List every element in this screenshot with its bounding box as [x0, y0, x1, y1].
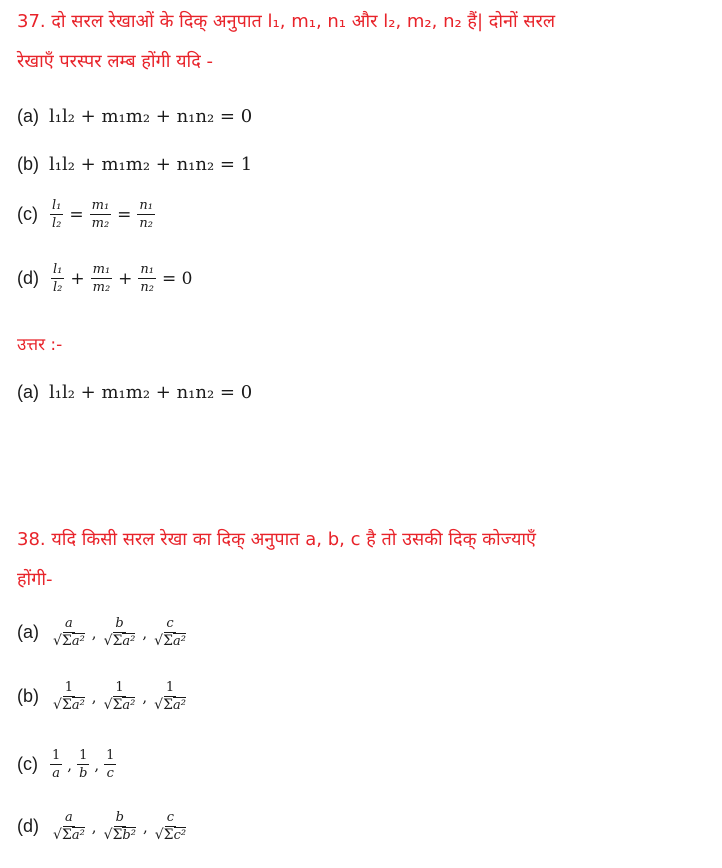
option-label: (c): [17, 204, 38, 224]
fraction-l: $\frac{\text{l₁}}{\text{l₂}}$: [53, 262, 63, 295]
answer-expression: l₁l₂ + m₁m₂ + n₁n₂ = 0: [49, 382, 253, 403]
comma: ,: [91, 687, 97, 706]
comma: ,: [67, 755, 73, 774]
q38-option-d[interactable]: [17, 810, 190, 843]
comma: ,: [142, 817, 148, 836]
q37-option-a[interactable]: [17, 106, 252, 127]
question-38-line-2: होंगी-: [17, 569, 53, 590]
fraction-2: $\frac{b}{\text{√Σa²}}$: [103, 616, 136, 649]
option-label: (b): [17, 154, 39, 174]
answer-label: (a): [17, 382, 39, 402]
fraction-1: $\frac{a}{\text{√Σa²}}$: [53, 810, 85, 843]
comma: ,: [94, 755, 100, 774]
fraction-3: $\frac{1}{c}$: [106, 748, 115, 781]
option-label: (a): [17, 106, 39, 126]
question-37-line-1: 37. दो सरल रेखाओं के दिक् अनुपात l₁, m₁, n₁ और l₂, m₂, n₂ हैं| दोनों सरल: [17, 11, 556, 32]
q37-option-b[interactable]: [17, 154, 252, 175]
question-38-line-1: 38. यदि किसी सरल रेखा का दिक् अनुपात a, b, c है तो उसकी दिक् कोज्याएँ: [17, 529, 537, 550]
fraction-l: $\frac{\text{l₁}}{\text{l₂}}$: [52, 198, 62, 231]
question-37-line-2: रेखाएँ परस्पर लम्ब होंगी यदि -: [17, 51, 213, 72]
fraction-m: $\frac{\text{m₁}}{\text{m₂}}$: [92, 262, 111, 295]
fraction-2: $\frac{1}{b}$: [79, 748, 88, 781]
q37-option-d[interactable]: [17, 262, 196, 295]
q38-option-c[interactable]: [17, 748, 118, 781]
fraction-2: $\frac{1}{\text{√Σa²}}$: [103, 680, 136, 713]
comma: ,: [91, 623, 97, 642]
operator: +: [70, 268, 85, 289]
option-label: (b): [17, 686, 39, 706]
q38-option-b[interactable]: [17, 680, 190, 713]
operator: =: [117, 204, 132, 225]
operator: +: [118, 268, 133, 289]
option-label: (c): [17, 754, 38, 774]
fraction-m: $\frac{\text{m₁}}{\text{m₂}}$: [91, 198, 110, 231]
fraction-3: $\frac{c}{\text{√Σa²}}$: [154, 616, 186, 649]
option-label: (a): [17, 622, 39, 642]
fraction-n: $\frac{\text{n₁}}{\text{n₂}}$: [140, 262, 155, 295]
fraction-2: $\frac{b}{\text{√Σb²}}$: [103, 810, 136, 843]
option-expression: l₁l₂ + m₁m₂ + n₁n₂ = 1: [49, 154, 253, 175]
equals-zero: = 0: [162, 268, 193, 289]
fraction-3: $\frac{c}{\text{√Σc²}}$: [154, 810, 187, 843]
option-label: (d): [17, 268, 39, 288]
fraction-1: $\frac{a}{\text{√Σa²}}$: [53, 616, 85, 649]
fraction-n: $\frac{\text{n₁}}{\text{n₂}}$: [139, 198, 154, 231]
comma: ,: [142, 687, 148, 706]
fraction-1: $\frac{1}{\text{√Σa²}}$: [53, 680, 85, 713]
q37-option-c[interactable]: [17, 198, 157, 231]
option-expression: l₁l₂ + m₁m₂ + n₁n₂ = 0: [49, 106, 253, 127]
option-label: (d): [17, 816, 39, 836]
q37-answer: [17, 382, 252, 403]
fraction-3: $\frac{1}{\text{√Σa²}}$: [154, 680, 186, 713]
operator: =: [69, 204, 84, 225]
answer-heading: उत्तर :-: [17, 335, 63, 355]
q38-option-a[interactable]: [17, 616, 190, 649]
comma: ,: [142, 623, 148, 642]
fraction-1: $\frac{1}{a}$: [52, 748, 61, 781]
comma: ,: [91, 817, 97, 836]
